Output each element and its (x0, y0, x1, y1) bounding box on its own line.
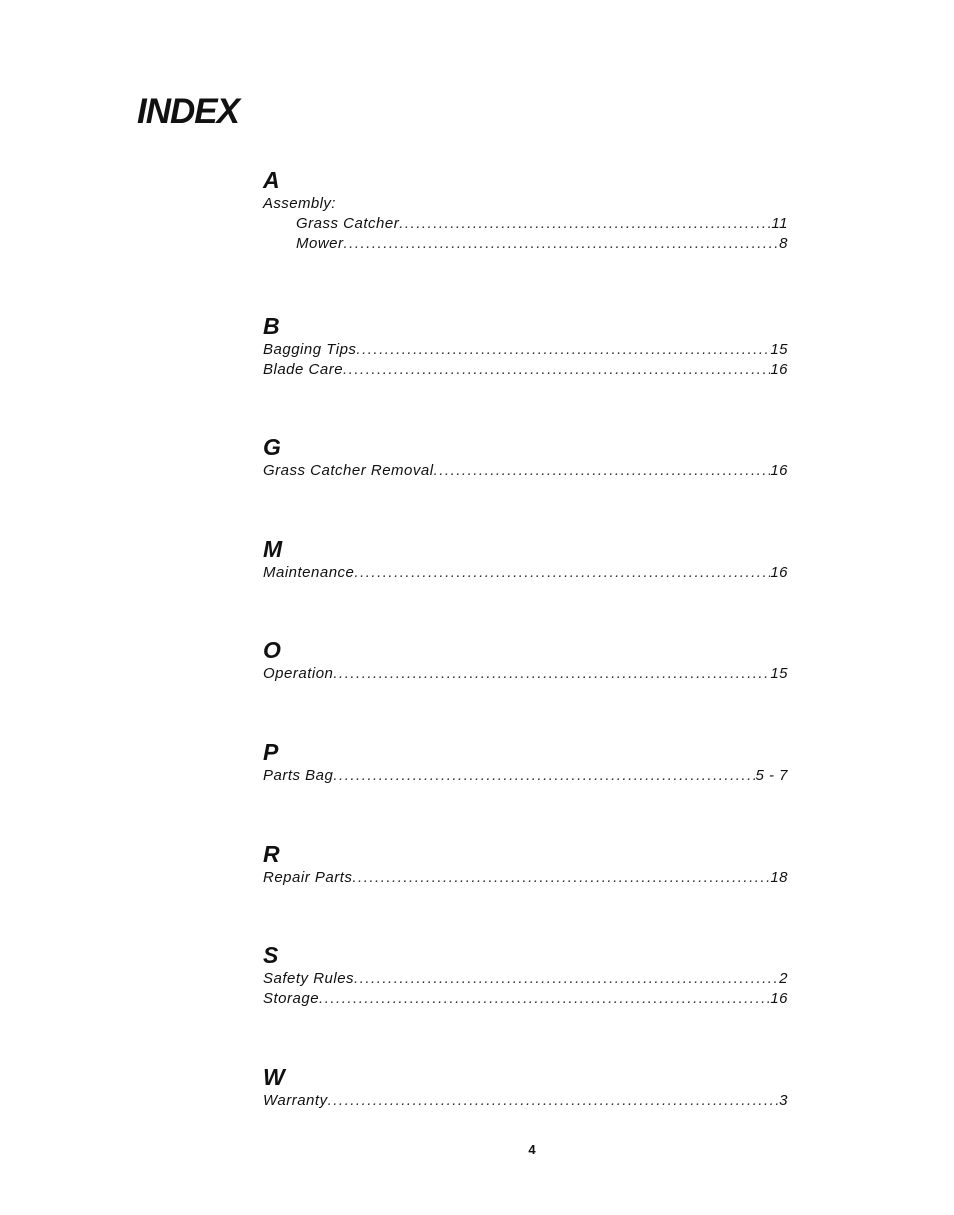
dot-leader (354, 563, 770, 583)
section-letter: M (263, 536, 283, 562)
index-section-m (263, 535, 788, 583)
section-letter: W (263, 1064, 285, 1090)
index-entry (263, 563, 788, 583)
section-letter: G (263, 434, 281, 460)
group-label-assembly: Assembly: (263, 195, 336, 212)
index-entry (263, 214, 788, 234)
index-section-p (263, 738, 788, 786)
page-title: INDEX (137, 92, 239, 131)
dot-leader (434, 461, 771, 481)
index-entry (263, 664, 788, 684)
dot-leader (333, 664, 770, 684)
entry-term: Safety Rules (263, 970, 355, 987)
dot-leader (354, 969, 779, 989)
entry-page: 16 (770, 990, 788, 1007)
index-entry (263, 969, 788, 989)
section-letter: S (263, 942, 279, 968)
index-section-o (263, 636, 788, 684)
index-section-g (263, 433, 788, 481)
index-entry (263, 461, 788, 481)
entry-term: Maintenance (263, 564, 355, 581)
section-letter: R (263, 841, 280, 867)
dot-leader (356, 340, 770, 360)
index-section-r (263, 840, 788, 888)
section-letter: B (263, 313, 280, 339)
entry-term: Warranty (263, 1092, 328, 1109)
entry-page: 15 (770, 665, 788, 682)
index-section-s (263, 941, 788, 1009)
entry-page: 15 (770, 341, 788, 358)
entry-term: Grass Catcher (296, 215, 400, 232)
entry-term: Storage (263, 990, 320, 1007)
page-number: 4 (528, 1142, 536, 1157)
index-section-b (263, 312, 788, 380)
entry-page: 8 (779, 235, 788, 252)
index-entry (263, 234, 788, 254)
dot-leader (333, 766, 755, 786)
entry-term: Repair Parts (263, 869, 353, 886)
dot-leader (344, 234, 780, 254)
entry-term: Blade Care (263, 361, 344, 378)
dot-leader (343, 360, 770, 380)
index-entry (263, 766, 788, 786)
entry-term: Grass Catcher Removal (263, 462, 434, 479)
entry-page: 16 (770, 564, 788, 581)
index-section-a (263, 166, 788, 254)
entry-page: 16 (770, 462, 788, 479)
index-entry (263, 1091, 788, 1111)
section-letter: O (263, 637, 281, 663)
entry-term: Operation (263, 665, 334, 682)
dot-leader (399, 214, 771, 234)
dot-leader (328, 1091, 780, 1111)
entry-page: 11 (771, 215, 788, 232)
index-entry (263, 868, 788, 888)
entry-page: 16 (770, 361, 788, 378)
index-entry (263, 340, 788, 360)
dot-leader (352, 868, 770, 888)
index-section-w (263, 1063, 788, 1111)
entry-term: Bagging Tips (263, 341, 357, 358)
dot-leader (319, 989, 770, 1009)
entry-term: Mower (296, 235, 344, 252)
entry-page: 5 - 7 (755, 767, 788, 784)
entry-page: 2 (779, 970, 788, 987)
index-entry (263, 989, 788, 1009)
index-entry (263, 360, 788, 380)
section-letter: A (263, 167, 280, 193)
entry-term: Parts Bag (263, 767, 334, 784)
section-letter: P (263, 739, 279, 765)
entry-page: 3 (779, 1092, 788, 1109)
entry-page: 18 (770, 869, 788, 886)
